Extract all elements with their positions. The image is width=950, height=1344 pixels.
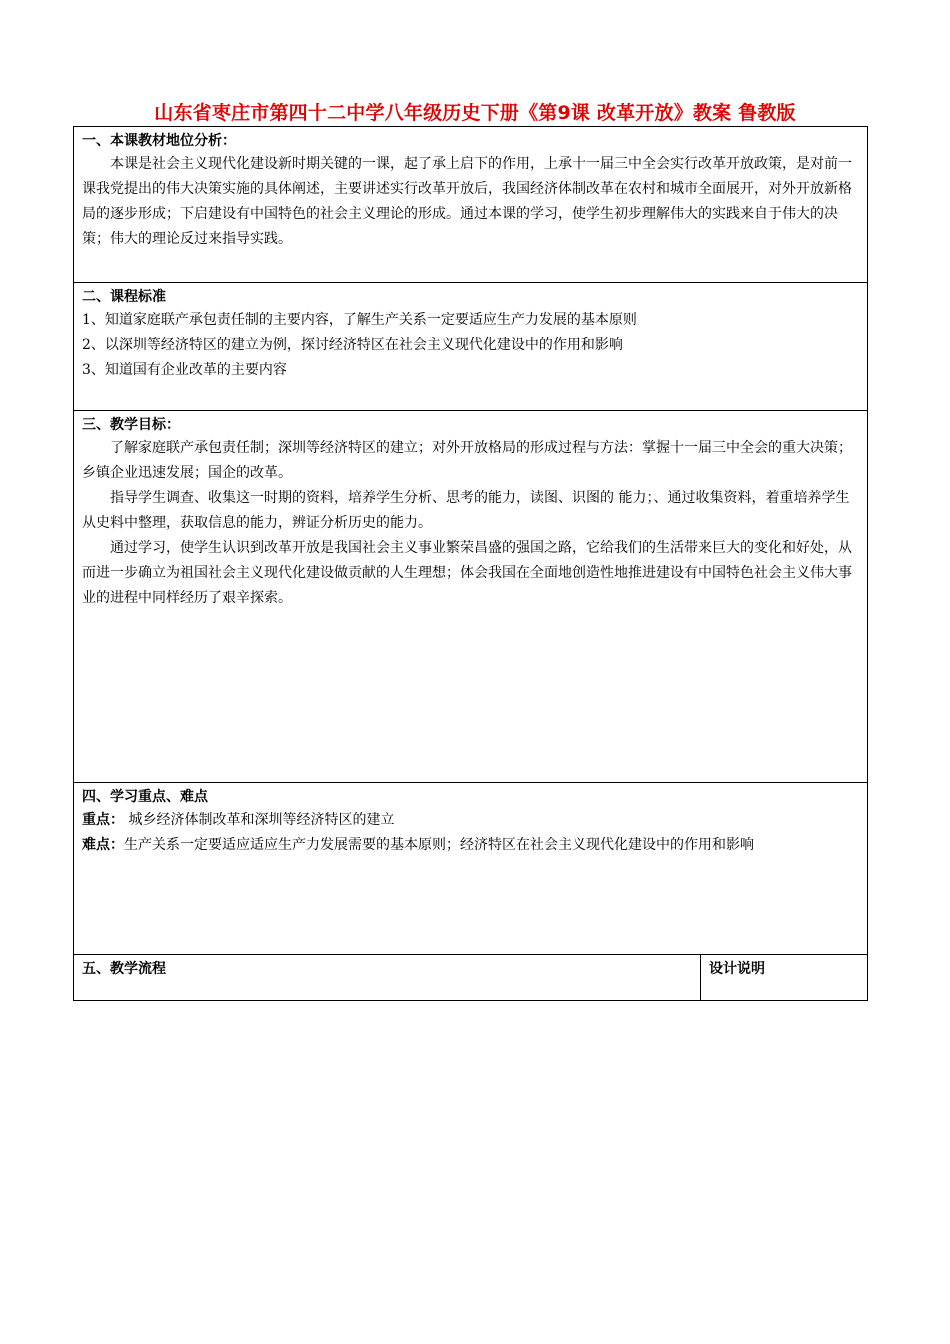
key-point-label: 重点： <box>82 812 124 828</box>
lesson-plan-table <box>73 126 868 1001</box>
section-teaching-objectives <box>74 411 868 783</box>
list-item: 2、以深圳等经济特区的建立为例，探讨经济特区在社会主义现代化建设中的作用和影响 <box>82 337 623 353</box>
section-paragraph: 通过学习，使学生认识到改革开放是我国社会主义事业繁荣昌盛的强国之路，它给我们的生活带来巨大的变化和好处，从而进一步确立为祖国社会主义现代化建设做贡献的人生理想；体会我国在全面地创造性地推进建设有中国特色社会主义伟大事业的进程中同样经历了艰辛探索。 <box>82 540 852 606</box>
section-material-analysis <box>74 127 868 283</box>
key-point-line <box>82 808 859 833</box>
document-title: 山东省枣庄市第四十二中学八年级历史下册《第9课 改革开放》教案 鲁教版 <box>154 102 796 124</box>
section-teaching-process <box>74 955 868 1001</box>
section-curriculum-standard <box>74 283 868 411</box>
section-heading: 五、教学流程 <box>82 961 166 977</box>
section-paragraph: 指导学生调查、收集这一时期的资料，培养学生分析、思考的能力，读图、识图的 能力；、通过收集资料，着重培养学生从史料中整理，获取信息的能力，辨证分析历史的能力。 <box>82 490 850 531</box>
section-paragraph: 本课是社会主义现代化建设新时期关键的一课，起了承上启下的作用，上承十一届三中全会实行改革开放政策，是对前一课我党提出的伟大决策实施的具体阐述，主要讲述实行改革开放后，我国经济体制改革在农村和城市全面展开，对外开放新格局的逐步形成；下启建设有中国特色的社会主义理论的形成。通过本课的学习，使学生初步理解伟大的实践来自于伟大的决策；伟大的理论反过来指导实践。 <box>82 156 852 247</box>
section-heading: 一、本课教材地位分析： <box>82 133 236 149</box>
difficulty-label: 难点： <box>82 837 124 853</box>
list-item: 3、知道国有企业改革的主要内容 <box>82 362 287 378</box>
section-heading: 二、课程标准 <box>82 289 166 305</box>
section-paragraph: 了解家庭联产承包责任制；深圳等经济特区的建立；对外开放格局的形成过程与方法：掌握十一届三中全会的重大决策；乡镇企业迅速发展；国企的改革。 <box>82 440 852 481</box>
difficulty-text: 生产关系一定要适应适应生产力发展需要的基本原则；经济特区在社会主义现代化建设中的作用和影响 <box>124 837 754 853</box>
section-key-points <box>74 783 868 955</box>
section-heading: 四、学习重点、难点 <box>82 789 208 805</box>
key-point-text: 城乡经济体制改革和深圳等经济特区的建立 <box>124 812 395 828</box>
design-notes-heading: 设计说明 <box>709 961 765 977</box>
difficulty-line <box>82 833 859 858</box>
section-heading: 三、教学目标： <box>82 417 180 433</box>
list-item: 1、知道家庭联产承包责任制的主要内容，了解生产关系一定要适应生产力发展的基本原则 <box>82 312 637 328</box>
